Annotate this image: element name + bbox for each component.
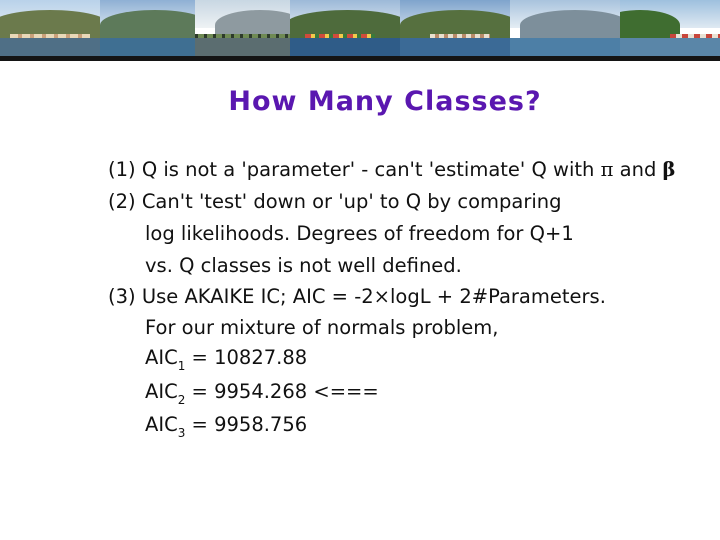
aic-row [145, 413, 307, 440]
banner-divider [0, 56, 720, 61]
point-2: (2) Can't 'test' down or 'up' to Q by comparing [108, 190, 562, 213]
pi-symbol: π [600, 158, 614, 181]
aic-subscript: 2 [177, 393, 186, 407]
aic-label: AIC [145, 380, 178, 403]
aic-value: 10827.88 [214, 346, 308, 369]
aic-row [145, 380, 379, 407]
point-3 [108, 285, 606, 308]
banner-photo-lake-bay [100, 0, 195, 56]
aic-coef: -2 [354, 285, 374, 308]
point-2-cont-1: log likelihoods. Degrees of freedom for Q+1 [145, 222, 574, 245]
point-2-cont-2: vs. Q classes is not well defined. [145, 254, 462, 277]
point-3-cont: For our mixture of normals problem, [145, 316, 499, 339]
banner-photo-mountain-lake [510, 0, 620, 56]
banner-photo-hilltop-town [0, 0, 100, 56]
point-1 [108, 158, 675, 181]
point-1-text: (1) Q is not a 'parameter' - can't 'estimate' Q with [108, 158, 601, 181]
best-model-arrow: <=== [307, 380, 379, 403]
banner-photo-harbor-flowers [290, 0, 400, 56]
aic-value: 9958.756 [214, 413, 308, 436]
photo-banner [0, 0, 720, 56]
point-1-and: and [613, 158, 663, 181]
banner-photo-lakeside-walk [620, 0, 720, 56]
aic-equals: = [185, 380, 215, 403]
beta-symbol: β [662, 158, 676, 181]
aic-equals: = [185, 346, 215, 369]
banner-photo-aerial-lake [400, 0, 510, 56]
aic-subscript: 3 [177, 426, 186, 440]
point-3-text: (3) Use AKAIKE IC; AIC = [108, 285, 355, 308]
times-symbol: × [373, 285, 391, 308]
aic-formula-rest: logL + 2#Parameters. [390, 285, 606, 308]
banner-photo-promenade [195, 0, 290, 56]
aic-label: AIC [145, 413, 178, 436]
aic-equals: = [185, 413, 215, 436]
aic-subscript: 1 [177, 359, 186, 373]
aic-value: 9954.268 [214, 380, 308, 403]
aic-row [145, 346, 307, 373]
slide-title: How Many Classes? [228, 86, 542, 117]
aic-label: AIC [145, 346, 178, 369]
